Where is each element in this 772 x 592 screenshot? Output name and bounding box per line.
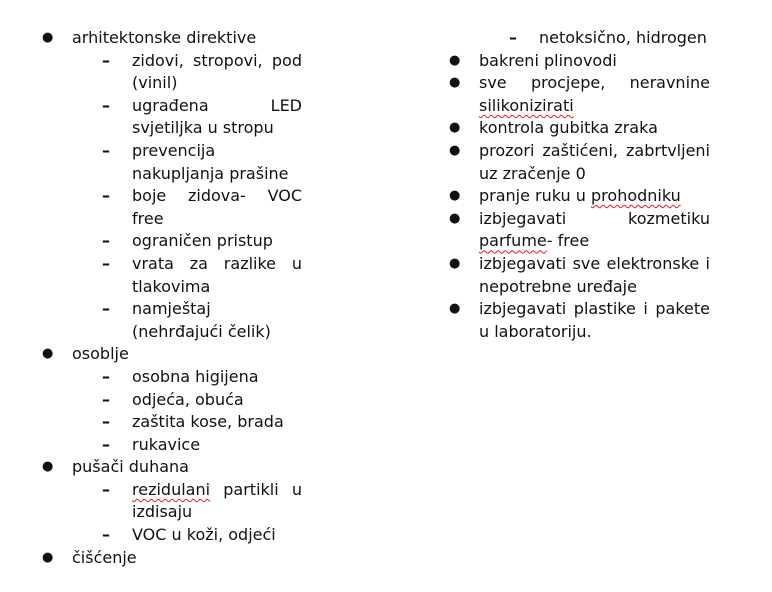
sub-list <box>72 479 302 547</box>
list-item: ● prozori zaštićeni, zabrtvljeni uz zračenje 0 <box>449 140 710 183</box>
dash-icon: – <box>102 525 110 545</box>
list-item: ● pranje ruku u prohodniku <box>447 185 710 208</box>
continued-sub-list <box>447 27 710 50</box>
list-item: ● izbjegavati kozmetiku parfume- free <box>449 208 710 251</box>
dash-icon: – <box>102 95 110 115</box>
sub-list-item: – vrata za razlike u tlakovima <box>102 253 302 296</box>
bullet-icon: ● <box>449 188 461 204</box>
dash-icon: – <box>102 253 110 273</box>
sub-list-item: – ograničen pristup <box>72 230 302 253</box>
misspelled-word: prohodniku <box>591 186 681 206</box>
dash-icon: – <box>509 28 517 47</box>
sub-list <box>72 50 302 344</box>
list-item <box>40 27 302 343</box>
bullet-icon: ● <box>449 142 461 158</box>
dash-icon: – <box>102 434 110 454</box>
sub-list <box>72 366 302 456</box>
list-item <box>40 343 302 456</box>
list-item-text: čišćenje <box>72 547 137 567</box>
list-item-text: osoblje <box>72 344 129 364</box>
dash-icon: – <box>102 389 110 409</box>
bullet-list-left <box>40 27 302 569</box>
list-item: ● izbjegavati sve elektronske i nepotrebne uređaje <box>449 253 710 296</box>
list-item-text: arhitektonske direktive <box>72 28 257 47</box>
sub-list-item: – odjeća, obuća <box>72 389 302 412</box>
sub-list-item: – rezidulani partikli u izdisaju <box>102 479 302 522</box>
list-item: ● bakreni plinovodi <box>447 50 710 73</box>
bullet-list-right <box>447 50 710 344</box>
list-item-text: pušači duhana <box>72 457 189 477</box>
dash-icon: – <box>102 140 110 160</box>
sub-list-item: – zidovi, stropovi, pod (vinil) <box>102 50 302 93</box>
dash-icon: – <box>102 366 110 386</box>
bullet-icon: ● <box>449 75 461 91</box>
bullet-icon: ● <box>449 52 461 68</box>
sub-list-item: – namještaj (nehrđajući čelik) <box>102 299 271 341</box>
sub-list-item: – rukavice <box>72 434 302 457</box>
list-item: ● sve procjepe, neravnine silikonizirati <box>449 73 710 115</box>
bullet-icon: ● <box>42 459 54 475</box>
list-item <box>40 456 302 546</box>
misspelled-word: rezidulani <box>132 479 211 499</box>
misspelled-word: silikonizirati <box>479 95 574 115</box>
sub-list-item: – netoksično, hidrogen <box>447 27 710 50</box>
bullet-icon: ● <box>42 549 54 565</box>
dash-icon: – <box>102 50 110 70</box>
sub-list-item: – zaštita kose, brada <box>72 411 302 434</box>
dash-icon: – <box>102 231 110 251</box>
sub-list-item: – ugrađena LED svjetiljka u stropu <box>102 95 302 138</box>
list-item: ● izbjegavati plastike i pakete u laboratoriju. <box>449 299 710 341</box>
misspelled-word: parfume <box>479 231 547 251</box>
list-item <box>40 547 302 570</box>
dash-icon: – <box>102 186 110 206</box>
sub-list-item: – osobna higijena <box>72 366 302 389</box>
right-column <box>447 27 710 343</box>
sub-list-item: – VOC u koži, odjeći <box>72 524 302 547</box>
bullet-icon: ● <box>42 346 54 362</box>
dash-icon: – <box>102 479 110 499</box>
bullet-icon: ● <box>449 255 461 271</box>
bullet-icon: ● <box>449 301 461 317</box>
bullet-icon: ● <box>449 210 461 226</box>
bullet-icon: ● <box>449 120 461 136</box>
dash-icon: – <box>102 412 110 432</box>
list-item: ● kontrola gubitka zraka <box>447 117 710 140</box>
left-column <box>40 27 302 569</box>
sub-list-item: – prevencija nakupljanja prašine <box>102 140 289 183</box>
bullet-icon: ● <box>42 30 54 45</box>
sub-list-item: – boje zidova- VOC free <box>102 186 302 228</box>
dash-icon: – <box>102 299 110 319</box>
